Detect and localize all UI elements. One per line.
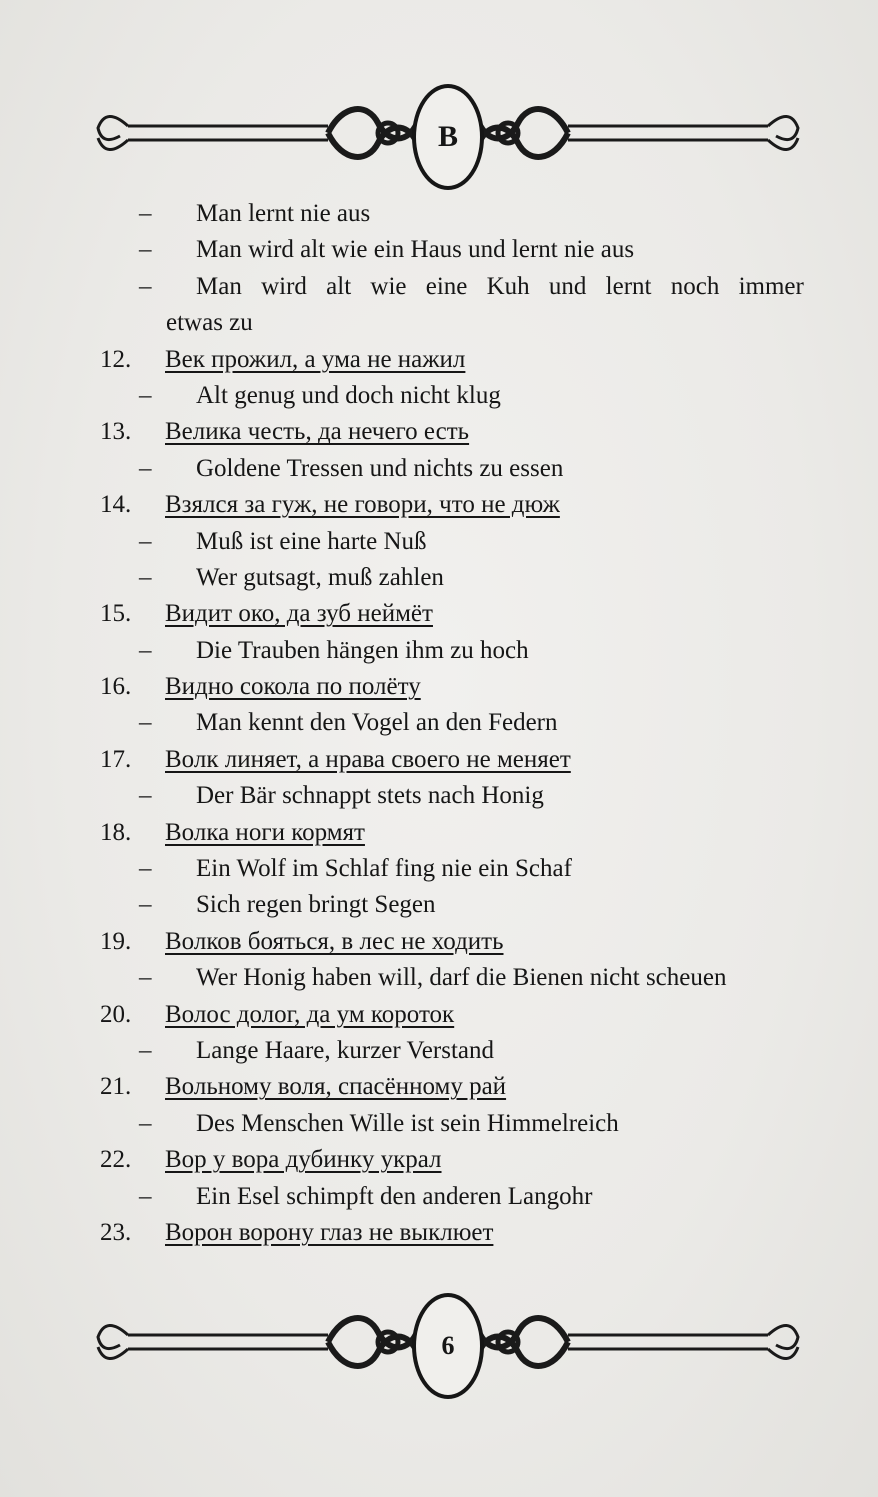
german-equivalent: Goldene Tressen und nichts zu essen — [196, 454, 564, 482]
list-item — [0, 269, 878, 305]
entry-number: 12. — [100, 345, 132, 373]
entry-row — [0, 342, 878, 378]
german-equivalent: Wer Honig haben will, darf die Bienen nicht scheuen — [196, 964, 727, 992]
dash-marker: – — [139, 855, 152, 883]
list-item — [0, 1179, 878, 1215]
entry-row — [0, 742, 878, 778]
list-item — [0, 560, 878, 596]
russian-proverb: Взялся за гуж, не говори, что не дюж — [165, 491, 560, 519]
footer-ornament — [88, 1287, 808, 1397]
russian-proverb: Вольному воля, спасённому рай — [165, 1073, 507, 1101]
russian-proverb: Видно сокола по полёту — [165, 673, 421, 701]
russian-proverb: Волк линяет, а нрава своего не меняет — [165, 745, 571, 773]
dash-marker: – — [139, 454, 152, 482]
dash-marker: – — [139, 563, 152, 591]
list-item — [0, 232, 878, 268]
german-equivalent: Man lernt nie aus — [196, 200, 371, 227]
dash-marker: – — [139, 891, 152, 919]
list-item — [0, 305, 878, 341]
header-ornament — [88, 78, 808, 188]
list-item — [0, 378, 878, 414]
dash-marker: – — [139, 1036, 152, 1064]
german-equivalent: Des Menschen Wille ist sein Himmelreich — [196, 1109, 619, 1137]
entry-number: 16. — [100, 673, 132, 701]
german-equivalent: Der Bär schnappt stets nach Honig — [196, 782, 544, 810]
entry-row — [0, 1069, 878, 1105]
entry-row — [0, 669, 878, 705]
list-item — [0, 778, 878, 814]
section-letter-badge: В — [412, 84, 484, 190]
entry-row — [0, 1215, 878, 1251]
german-equivalent: Ein Esel schimpft den anderen Langohr — [196, 1182, 593, 1210]
list-item — [0, 524, 878, 560]
entry-row — [0, 997, 878, 1033]
entry-number: 23. — [100, 1218, 132, 1246]
entry-number: 15. — [100, 600, 132, 628]
list-item — [0, 196, 878, 232]
dash-marker: – — [139, 782, 152, 810]
russian-proverb: Волос долог, да ум короток — [165, 1000, 455, 1028]
german-equivalent: Lange Haare, kurzer Verstand — [196, 1036, 494, 1064]
list-item — [0, 705, 878, 741]
russian-proverb: Вор у вора дубинку украл — [165, 1146, 442, 1174]
german-equivalent: Die Trauben hängen ihm zu hoch — [196, 636, 529, 664]
russian-proverb: Волков бояться, в лес не ходить — [165, 927, 504, 955]
entry-row — [0, 815, 878, 851]
german-equivalent: Man kennt den Vogel an den Federn — [196, 709, 558, 737]
german-equivalent: Sich regen bringt Segen — [196, 891, 436, 919]
dash-marker: – — [139, 1109, 152, 1137]
list-item — [0, 960, 878, 996]
russian-proverb: Волка ноги кормят — [165, 818, 365, 846]
page-number-badge: 6 — [412, 1293, 484, 1399]
list-item — [0, 633, 878, 669]
entry-number: 14. — [100, 491, 132, 519]
german-equivalent: Alt genug und doch nicht klug — [196, 381, 501, 409]
list-item — [0, 1106, 878, 1142]
entry-number: 18. — [100, 818, 132, 846]
dash-marker: – — [139, 236, 152, 264]
german-equivalent: Ein Wolf im Schlaf fing nie ein Schaf — [196, 855, 572, 883]
russian-proverb: Велика честь, да нечего есть — [165, 418, 470, 446]
dash-marker: – — [139, 636, 152, 664]
dash-marker: – — [139, 527, 152, 555]
list-item — [0, 1033, 878, 1069]
dash-marker: – — [139, 964, 152, 992]
entry-row — [0, 414, 878, 450]
entry-number: 22. — [100, 1146, 132, 1174]
russian-proverb: Век прожил, а ума не нажил — [165, 345, 466, 373]
entry-number: 20. — [100, 1000, 132, 1028]
german-equivalent: Man wird alt wie eine Kuh und lernt noch immer — [196, 272, 804, 300]
entry-number: 13. — [100, 418, 132, 446]
list-item — [0, 851, 878, 887]
german-equivalent: Muß ist eine harte Nuß — [196, 527, 427, 555]
list-item — [0, 887, 878, 923]
german-equivalent-continuation: etwas zu — [166, 309, 253, 337]
german-equivalent: Man wird alt wie ein Haus und lernt nie aus — [196, 236, 635, 264]
entry-number: 21. — [100, 1073, 132, 1101]
russian-proverb: Видит око, да зуб неймёт — [165, 600, 433, 628]
entry-number: 19. — [100, 927, 132, 955]
dash-marker: – — [139, 200, 152, 227]
entry-row — [0, 596, 878, 632]
russian-proverb: Ворон ворону глаз не выклюет — [165, 1218, 494, 1246]
dash-marker: – — [139, 272, 152, 300]
list-item — [0, 451, 878, 487]
german-equivalent: Wer gutsagt, muß zahlen — [196, 563, 444, 591]
entry-row — [0, 1142, 878, 1178]
dash-marker: – — [139, 709, 152, 737]
entry-number: 17. — [100, 745, 132, 773]
proverb-list — [0, 196, 878, 1251]
entry-row — [0, 487, 878, 523]
entry-row — [0, 924, 878, 960]
dash-marker: – — [139, 1182, 152, 1210]
dash-marker: – — [139, 381, 152, 409]
